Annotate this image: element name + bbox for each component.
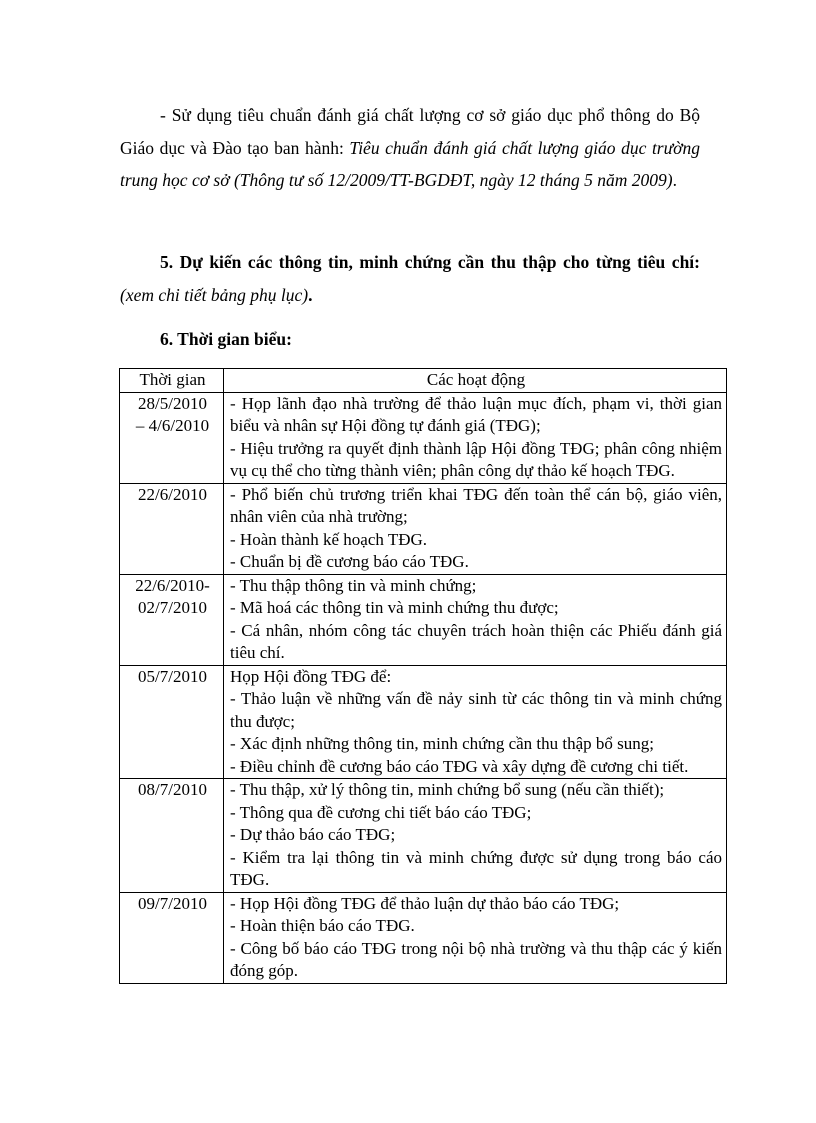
section-5-note: (xem chi tiết bảng phụ lục): [120, 284, 309, 305]
table-header-row: [120, 369, 727, 393]
activity-item: - Họp lãnh đạo nhà trường để thảo luận mục đích, phạm vi, thời gian biểu và nhân sự Hội đồng tự đánh giá (TĐG);: [230, 393, 722, 435]
activity-item: - Cá nhân, nhóm công tác chuyên trách hoàn thiện các Phiếu đánh giá tiêu chí.: [230, 620, 722, 662]
section-5-title: 5. Dự kiến các thông tin, minh chứng cần thu thập cho từng tiêu chí:: [160, 252, 700, 272]
activity-item: - Phổ biến chủ trương triển khai TĐG đến toàn thể cán bộ, giáo viên, nhân viên của nhà trường;: [230, 484, 722, 526]
time-cell: [120, 892, 224, 983]
section-6-heading: 6. Thời gian biểu:: [160, 329, 292, 349]
time-cell: [120, 665, 224, 779]
activity-item: - Dự thảo báo cáo TĐG;: [230, 825, 396, 844]
activity-item: - Mã hoá các thông tin và minh chứng thu được;: [230, 598, 559, 617]
time-line: 02/7/2010: [138, 598, 207, 617]
activity-item: - Công bố báo cáo TĐG trong nội bộ nhà trường và thu thập các ý kiến đóng góp.: [230, 938, 722, 980]
paragraph-standards-end: .: [672, 170, 677, 190]
schedule-table: [119, 368, 727, 984]
activities-cell: [224, 574, 727, 665]
activities-cell: [224, 892, 727, 983]
activity-item: - Thảo luận về những vấn đề nảy sinh từ các thông tin và minh chứng thu được;: [230, 689, 722, 731]
activities-cell: [224, 779, 727, 893]
activity-item: - Điều chỉnh đề cương báo cáo TĐG và xây dựng đề cương chi tiết.: [230, 756, 689, 776]
activity-item: Họp Hội đồng TĐG để:: [230, 666, 392, 686]
activity-item: - Hoàn thiện báo cáo TĐG.: [230, 916, 415, 935]
table-row: [120, 665, 727, 779]
table-row: [120, 779, 727, 893]
time-cell: [120, 779, 224, 893]
activity-item: - Chuẩn bị đề cương báo cáo TĐG.: [230, 552, 469, 571]
time-cell: [120, 392, 224, 483]
time-line: 28/5/2010: [138, 393, 207, 413]
activity-item: - Thông qua đề cương chi tiết báo cáo TĐG;: [230, 802, 532, 822]
time-line: 05/7/2010: [138, 666, 207, 686]
activity-item: - Xác định những thông tin, minh chứng cần thu thập bổ sung;: [230, 734, 655, 753]
time-cell: [120, 574, 224, 665]
header-time: Thời gian: [120, 369, 224, 393]
activity-item: - Kiểm tra lại thông tin và minh chứng được sử dụng trong báo cáo TĐG.: [230, 847, 722, 889]
table-row: [120, 574, 727, 665]
time-line: – 4/6/2010: [135, 416, 210, 435]
activity-item: - Họp Hội đồng TĐG để thảo luận dự thảo báo cáo TĐG;: [230, 893, 620, 913]
table-row: [120, 483, 727, 574]
activity-item: - Hiệu trưởng ra quyết định thành lập Hội đồng TĐG; phân công nhiệm vụ cụ thể cho từng thành viên; phân công dự thảo kế hoạch TĐG.: [230, 438, 722, 480]
activity-item: - Hoàn thành kế hoạch TĐG.: [230, 529, 428, 549]
activities-cell: [224, 483, 727, 574]
activities-cell: [224, 665, 727, 779]
section-5-end: .: [308, 284, 313, 305]
activities-cell: [224, 392, 727, 483]
table-row: [120, 392, 727, 483]
time-line: 09/7/2010: [138, 893, 207, 913]
paragraph-standards: [120, 99, 700, 197]
time-line: 08/7/2010: [138, 780, 207, 799]
time-line: 22/6/2010-: [135, 575, 210, 595]
activity-item: - Thu thập, xử lý thông tin, minh chứng bổ sung (nếu cần thiết);: [230, 780, 665, 799]
paragraph-standards-italic: Tiêu chuẩn đánh giá chất lượng giáo dục trường trung học cơ sở (Thông tư số 12/2009/TT-BGDĐT, ngày 12 tháng 5 năm 2009): [120, 137, 701, 190]
activity-item: - Thu thập thông tin và minh chứng;: [230, 575, 477, 595]
section-5-heading: [120, 246, 700, 311]
time-line: 22/6/2010: [138, 484, 207, 504]
table-row: [120, 892, 727, 983]
header-activities: Các hoạt động: [224, 369, 727, 393]
paragraph-standards-text: - Sử dụng tiêu chuẩn đánh giá chất lượng cơ sở giáo dục phổ thông do Bộ Giáo dục và Đào tạo ban hành:: [120, 105, 700, 158]
time-cell: [120, 483, 224, 574]
